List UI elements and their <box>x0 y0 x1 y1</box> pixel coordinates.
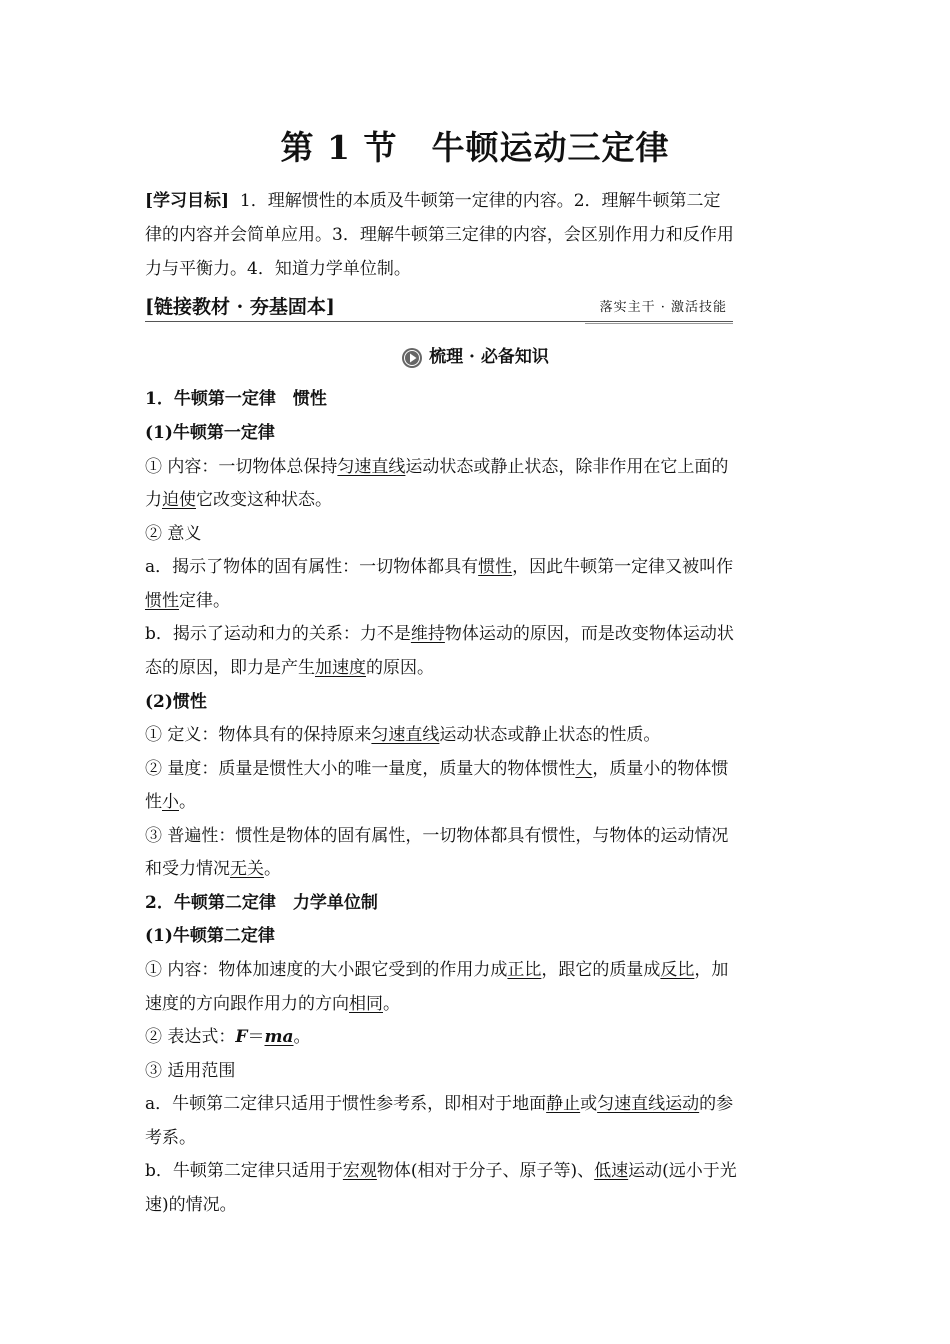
text-line: ③ 普遍性：惯性是物体的固有属性，一切物体都具有惯性，与物体的运动情况 <box>145 826 729 846</box>
objectives-tag: [学习目标] <box>145 191 230 211</box>
subheading-inertia: (2)惯性 <box>145 692 207 712</box>
text-line: 和受力情况无关。 <box>145 859 281 879</box>
answer-blank: 相同 <box>349 994 383 1014</box>
formula-line: ② 表达式：F＝ma。 <box>145 1027 311 1047</box>
banner-rule <box>145 321 733 322</box>
text-line: b．揭示了运动和力的关系：力不是维持物体运动的原因，而是改变物体运动状 <box>145 624 734 644</box>
subheading-first-law: (1)牛顿第一定律 <box>145 423 275 443</box>
text-line: 惯性定律。 <box>145 591 230 611</box>
answer-blank: 惯性 <box>478 557 513 577</box>
answer-blank: 维持 <box>410 624 445 644</box>
text-line: ① 内容：物体加速度的大小跟它受到的作用力成正比，跟它的质量成反比，加 <box>145 960 729 980</box>
answer-blank: 低速 <box>594 1161 629 1181</box>
text-line: ② 量度：质量是惯性大小的唯一量度，质量大的物体惯性大，质量小的物体惯 <box>145 759 729 779</box>
answer-blank: 惯性 <box>145 591 179 611</box>
heading-newton-second-law: 2．牛顿第二定律 力学单位制 <box>145 893 378 913</box>
text-line: 性小。 <box>145 792 196 812</box>
text-line: 考系。 <box>145 1128 196 1148</box>
answer-blank: 匀速直线 <box>371 725 440 745</box>
section-heading-text: 梳理 · 必备知识 <box>429 347 549 367</box>
formula-variable: F <box>235 1027 248 1047</box>
text-line: ② 意义 <box>145 524 202 544</box>
objectives-line-3: 力与平衡力。4．知道力学单位制。 <box>145 259 411 279</box>
text-line: a．揭示了物体的固有属性：一切物体都具有惯性，因此牛顿第一定律又被叫作 <box>145 557 734 577</box>
text-line: 速)的情况。 <box>145 1195 237 1215</box>
answer-blank: 大 <box>575 759 593 779</box>
answer-blank: 匀速直线 <box>337 457 406 477</box>
heading-newton-first-law: 1．牛顿第一定律 惯性 <box>145 389 327 409</box>
banner-rule-secondary <box>585 323 733 324</box>
answer-blank: 无关 <box>230 859 264 879</box>
text-line: 力迫使它改变这种状态。 <box>145 490 332 510</box>
subheading-second-law: (1)牛顿第二定律 <box>145 926 275 946</box>
answer-blank: 小 <box>162 792 179 812</box>
answer-blank: 正比 <box>507 960 542 980</box>
answer-blank: 迫使 <box>162 490 196 510</box>
learning-objectives <box>145 184 810 286</box>
banner-right-label: 落实主干 · 激活技能 <box>599 300 727 315</box>
answer-blank: 匀速直线运动 <box>597 1094 700 1114</box>
text-line: ③ 适用范围 <box>145 1061 236 1081</box>
section-banner <box>145 292 733 324</box>
answer-blank: 加速度 <box>315 658 366 678</box>
text-line: 态的原因，即力是产生加速度的原因。 <box>145 658 434 678</box>
answer-blank: 静止 <box>546 1094 581 1114</box>
text-line: b．牛顿第二定律只适用于宏观物体(相对于分子、原子等)、低速运动(远小于光 <box>145 1161 737 1181</box>
answer-blank: 宏观 <box>342 1161 377 1181</box>
text-line: 速度的方向跟作用力的方向相同。 <box>145 994 400 1014</box>
answer-blank: 反比 <box>660 960 695 980</box>
page-title: 第 1 节 牛顿运动三定律 <box>280 128 670 167</box>
objectives-line-1: [学习目标] 1．理解惯性的本质及牛顿第一定律的内容。2．理解牛顿第二定 <box>145 191 721 211</box>
play-circle-icon <box>401 347 423 369</box>
text-line: ① 定义：物体具有的保持原来匀速直线运动状态或静止状态的性质。 <box>145 725 661 745</box>
text-line: ① 内容：一切物体总保持匀速直线运动状态或静止状态，除非作用在它上面的 <box>145 457 729 477</box>
banner-left-label: [链接教材 · 夯基固本] <box>145 296 335 318</box>
section-heading <box>0 342 950 372</box>
objectives-line-2: 律的内容并会简单应用。3．理解牛顿第三定律的内容，会区别作用力和反作用 <box>145 225 734 245</box>
text-line: a．牛顿第二定律只适用于惯性参考系，即相对于地面静止或匀速直线运动的参 <box>145 1094 734 1114</box>
answer-blank: ma <box>264 1027 294 1047</box>
